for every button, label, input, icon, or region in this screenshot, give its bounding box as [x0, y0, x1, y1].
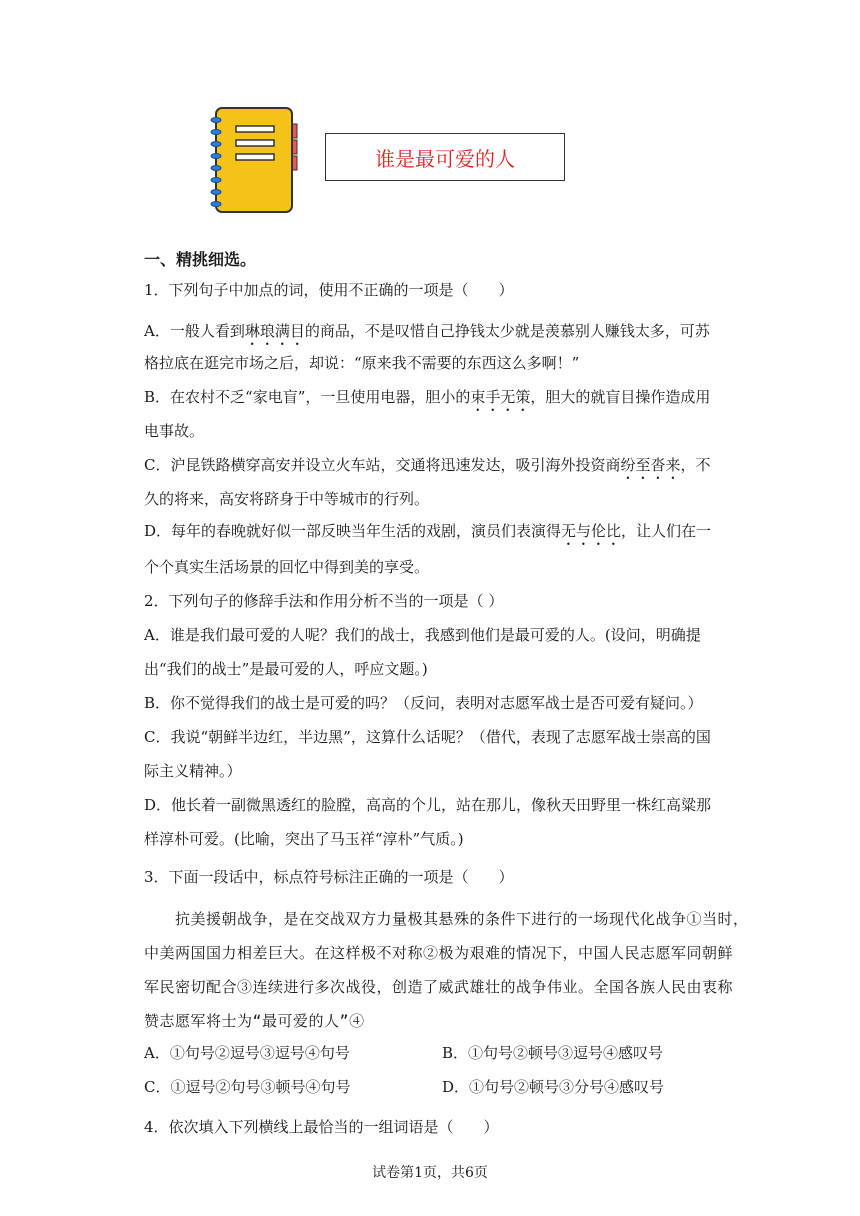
q3-option-d: D．①句号②顿号③分号④感叹号	[442, 1078, 665, 1096]
q3-passage-line3: 军民密切配合③连续进行多次战役，创造了威武雄壮的战争伟业。全国各族人民由衷称	[144, 978, 734, 996]
page-footer: 试卷第1页，共6页	[372, 1165, 488, 1181]
q1-d-text-rest: ，让人们在一	[621, 522, 712, 540]
q3-option-c: C．①逗号②句号③顿号④句号	[144, 1078, 351, 1096]
q2-option-c-line1: C．我说“朝鲜半边红，半边黑”，这算什么话呢？（借代，表现了志愿军战士崇高的国	[144, 728, 711, 746]
q1-b-text-rest: ，胆大的就盲目操作造成用	[530, 388, 711, 406]
q1-a-dotted-word: 琳琅满目	[244, 322, 305, 340]
q1-option-c-line2: 久的将来，高安将跻身于中等城市的行列。	[144, 490, 430, 508]
q1-a-text-rest: 的商品，不是叹惜自己挣钱太少就是羡慕别人赚钱太多，可苏	[304, 322, 710, 340]
q1-option-b-line1	[144, 386, 710, 415]
q1-option-c-line1	[144, 454, 711, 483]
q1-stem: 1．下列句子中加点的词，使用不正确的一项是（ ）	[144, 281, 514, 299]
q1-option-b-line2: 电事故。	[144, 422, 205, 440]
q2-option-a-line2: 出“我们的战士”是最可爱的人，呼应文题。)	[144, 660, 428, 678]
q1-c-dotted-word: 纷至沓来	[620, 456, 681, 474]
q2-option-c-line2: 际主义精神。）	[144, 762, 242, 780]
q2-option-b: B．你不觉得我们的战士是可爱的吗？（反问，表明对志愿军战士是否可爱有疑问。）	[144, 694, 703, 712]
q2-option-a-line1: A．谁是我们最可爱的人呢？我们的战士，我感到他们是最可爱的人。(设问，明确提	[144, 626, 701, 644]
q3-option-a: A．①句号②逗号③逗号④句号	[144, 1044, 350, 1062]
notebook-icon	[210, 106, 302, 214]
q1-c-text: C．沪昆铁路横穿高安并设立火车站，交通将迅速发达，吸引海外投资商	[144, 456, 621, 474]
q1-option-d-line2: 个个真实生活场景的回忆中得到美的享受。	[144, 558, 430, 576]
q2-option-d-line2: 样淳朴可爱。(比喻，突出了马玉祥“淳朴”气质。)	[144, 830, 464, 848]
q1-d-text: D．每年的春晚就好似一部反映当年生活的戏剧，演员们表演得	[144, 522, 562, 540]
section-title: 一、精挑细选。	[144, 250, 257, 269]
q3-stem: 3．下面一段话中，标点符号标注正确的一项是（ ）	[144, 868, 514, 886]
q2-option-d-line1: D．他长着一副微黑透红的脸膛，高高的个儿，站在那儿，像秋天田野里一株红高粱那	[144, 796, 712, 814]
q1-a-text: A．一般人看到	[144, 322, 245, 340]
q4-stem: 4．依次填入下列横线上最恰当的一组词语是（ ）	[144, 1118, 499, 1136]
q1-option-a-line1	[144, 320, 710, 349]
q3-passage-line4: 赞志愿军将士为“最可爱的人”④	[144, 1012, 365, 1030]
lesson-title: 谁是最可爱的人	[325, 133, 565, 181]
q1-option-d-line1	[144, 520, 711, 549]
q1-b-text: B．在农村不乏“家电盲”，一旦使用电器，胆小的	[144, 388, 471, 406]
q3-option-b: B．①句号②顿号③逗号④感叹号	[442, 1044, 664, 1062]
q3-passage-line2: 中美两国国力相差巨大。在这样极不对称②极为艰难的情况下，中国人民志愿军同朝鲜	[144, 944, 734, 962]
q1-c-text-rest: ，不	[680, 456, 711, 474]
q1-d-dotted-word: 无与伦比	[561, 522, 622, 540]
q2-stem: 2．下列句子的修辞手法和作用分析不当的一项是（ ）	[144, 592, 504, 610]
q3-passage-line1: 抗美援朝战争，是在交战双方力量极其悬殊的条件下进行的一场现代化战争①当时，	[144, 910, 749, 928]
q1-b-dotted-word: 束手无策	[470, 388, 531, 406]
q1-option-a-line2: 格拉底在逛完市场之后，却说：“原来我不需要的东西这么多啊！”	[144, 354, 580, 372]
